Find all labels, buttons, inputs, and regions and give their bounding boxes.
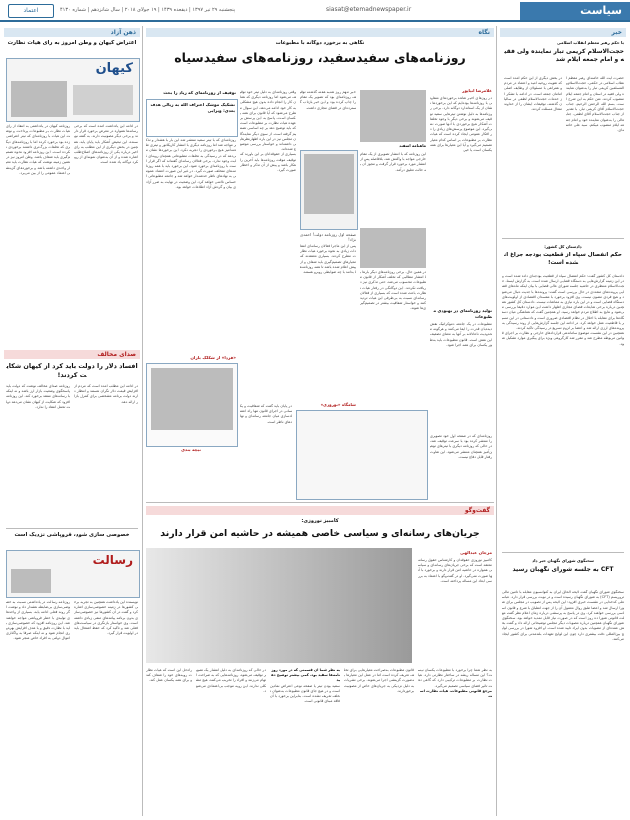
ad-image (146, 363, 238, 447)
middle-body-right-a: در روزهای اخیر شاهد برخوردهای متفاوتی با روزنامه‌ها بوده‌ایم که این برخوردها نشان از یک استاندارد دوگانه دارد. برخی روزنامه‌ها به دلیل نوشتن تیترهایی سفید توقیف می‌شوند و برخی دیگر با وجود تخلفات آشکار هیچ برخوردی با آنها صورت نمی‌گیرد. این موضوع پرسش‌های زیادی را در افکار عمومی ایجاد کرده است که هیات نظارت بر مطبوعات بر اساس کدام معیار تصمیم می‌گیرد و آیا این معیارها برای همه یکسان است یا خیر. (430, 96, 492, 153)
middle-body-third-b: پس از این ماجرا فعالان رسانه‌ای انتقادات زیادی به نحوه برخورد هیات نظارت مطرح کردند. بسیاری معتقدند که معیارهای تصمیم‌گیری باید شفاف و از پیش اعلام شده باشد تا همه روزنامه‌ها بدانند با چه ضوابطی روبرو هستند. (300, 244, 356, 275)
divider (146, 502, 494, 503)
section-title: سیاست (520, 2, 630, 20)
middle-strip: نگاه (146, 28, 494, 37)
interview-kicker: کامبیز نوروزی: (301, 518, 339, 524)
right-bottom-headline: CFT به جلسه شورای نگهبان رسید (512, 566, 614, 573)
left-body-f: نویسنده این یادداشت همچنین به تجربه برخی کشورها در زمینه خصوصی‌سازی اشاره کرد و گفت در آن کشورها نیز خصوصی‌سازی بدون برنامه پیامدهای منفی زیادی داشته است. وی خواستار بازنگری در سیاست‌های فعلی شد و تاکید کرد که حفظ اشتغال باید در اولویت قرار گیرد. (74, 600, 138, 636)
sketch-image (296, 410, 428, 500)
resalat-clipping (6, 550, 140, 598)
right-lead-body-b: در بخش دیگری از این حکم آمده است که تقویت روحیه امید و اعتماد در مردم و همراهی با مسئولان از وظایف اصلی امامان جمعه است. در ادامه با تشکر از خدمات حجت‌الاسلام لطفی در سالیان گذشته، توفیقات ایشان را از خداوند متعال مسئلت کردند. (504, 76, 562, 112)
interview-headline: جریان‌های رسانه‌ای و سیاسی خاصی همیشه در حاشیه امن قرار دارند (160, 528, 480, 539)
left-red-strip: صدای مخالف (4, 350, 140, 359)
divider (6, 528, 138, 529)
interview-col-c: به نظر شما آن قسمتی که در مورد روزنامه‌ها سفید بود، کمی بیشتر توضیح دهید سفید بودن تیتر یا صفحه نوعی اعتراض نمادین است و در هیچ جای قانون مطبوعات به‌عنوان تخلف تعریف نشده است. بنابراین برخورد با آن فاقد مبنای قانونی است. (270, 668, 340, 704)
right-lead-headline: حجت‌الاسلام کریمی تبار نماینده ولی فقیه و امام جمعه ایلام شد (504, 48, 624, 63)
clipping-photo (304, 154, 354, 214)
right-lead-body-a: حضرت آیت الله خامنه‌ای رهبر معظم انقلاب اسلامی در حکمی، حجت‌الاسلام‌والمسلمین کریمی تبار را به‌عنوان نماینده ولی فقیه در استان و امام جمعه ایلام منصوب کردند. متن حکم به این شرح است. بسم الله الرحمن الرحیم، جناب حجت‌الاسلام آقای کریمی تبار، با تقدیر از جناب حجت‌الاسلام آقای لطفی، جنابعالی را به‌عنوان نماینده خود و امام جمعه ایلام منصوب میکنم. سید علی خامنه‌ای. (566, 76, 624, 133)
interview-col-d: در حالی که روزنامه‌ای به دلیل انتشار یک تصویر توقیف می‌شود، روزنامه‌هایی که به صراحت اتهام می‌زنند و افراد را تخریب می‌کنند، هیچ مشکلی ندارند. این رویه موجب بی‌اعتمادی می‌شود. (196, 668, 266, 693)
kayhan-photo (11, 81, 67, 117)
interview-col-a: به نظر شما چرا برخورد با مطبوعات یکسان نیست؟ این مساله ریشه در ساختار نظارتی دارد. هیات نظارت بر مطبوعات ترکیبی دارد که گاهی تحت تاثیر فضای سیاسی تصمیم می‌گیرد. مرجع قانونی مطبوعات، هیات نظارت است (418, 668, 492, 699)
right-bottom-body: سخنگوی شورای نگهبان گفت لایحه الحاق ایران به کنوانسیون مقابله با تامین مالی تروریسم (CFT) به شورای نگهبان رسیده است و در نوبت بررسی قرار دارد. عباسعلی کدخدایی در نشست خبری افزود: این لایحه پس از تصویب در مجلس برای شورا ارسال شد و اعضا طبق روال معمول آن را از جهت انطباق با شرع و قانون اساسی بررسی خواهند کرد. وی در پاسخ به پرسشی درباره زمان اعلام نظر گفت مهلت قانونی شورا ده روز است که در صورت نیاز قابل تمدید خواهد بود. سخنگوی شورای نگهبان همچنین درباره مصوبات دیگر مجلس توضیحاتی ارائه داد و گفت بخش عمده‌ای از مصوبات بدون ایراد تایید شده است. او افزود شورا در بررسی لوایح بین‌المللی دقت بیشتری دارد چون این لوایح تعهدات بلندمدتی برای کشور ایجاد می‌کنند. (502, 590, 624, 641)
left-body-c: روزنامه صدای مخالف نوشت که دولت باید پاسخگوی وضعیت بازار ارز باشد و نه اینکه با رسانه‌های منتقد برخورد کند. این روزنامه افزود که شکایت از کیهان نشان می‌دهد دولت تحمل انتقاد را ندارد. (6, 384, 70, 409)
issue-line: پنجشنبه ۲۹ تیر ۱۳۹۷ | ذیقعده ۱۴۳۹ | ۱۹ جولای ۲۰۱۸ | سال شانزدهم | شماره ۴۱۳۰ (60, 7, 236, 13)
boxed-news-title: تشکیک موشک اعتراف الله به ریالی هدف بعدی: ویرایی (150, 102, 235, 113)
middle-body-fifth-a: روزنامه‌ای که با تیتر سفید منتشر شد این بار با هشدار و تذکر مواجه شد اما روزنامه دیگری با انتشار کاریکاتور و تیتری طعنه‌آمیز هیچ برخوردی را تجربه نکرد. این برخوردها نشان می‌دهد که در رسیدگی به تخلفات مطبوعاتی همچنان رویه‌ای ثابت وجود ندارد. برخی فعالان رسانه‌ای گفته‌اند که اگر قرار است با روزنامه‌ای برخورد شود، این برخورد باید با همه روزنامه‌های متخلف صورت گیرد. در غیر این صورت اعتماد عمومی به نهادهای ناظر خدشه‌دار خواهد شد و جامعه مطبوعاتی احساس ناامنی خواهد کرد. این وضعیت در نهایت به ضرر آزادی بیان و گردش آزاد اطلاعات خواهد بود. (146, 138, 236, 189)
left-body-d: در ادامه این مطلب آمده است که مردم از افزایش قیمت دلار نگران هستند و انتظار دارند دولت برنامه مشخصی برای کنترل بازار ارائه دهد. (74, 384, 138, 404)
middle-body-second-b: در همین حال، برخی روزنامه‌های دیگر بارها با انتشار مطالبی که تخلف آشکار از قانون مطبوعات محسوب می‌شد، حتی تذکری نیز دریافت نکردند. این دوگانگی در رفتار هیات نظارت باعث شده است که بسیاری از فعالان رسانه‌ای نسبت به بی‌طرفی این هیات تردید کنند و خواستار شفافیت بیشتر در تصمیم‌گیری‌ها شوند. (360, 270, 426, 311)
interview-col-e: راه‌حل این است که هیات نظارت رویه‌های خود را شفاف کند و برای همه یکسان عمل کند. (146, 668, 192, 683)
kayhan-text-block (73, 85, 133, 115)
right-bottom-kicker: سخنگوی شورای نگهبان خبر داد (532, 558, 594, 563)
resalat-masthead: رسالت (92, 553, 133, 567)
middle-body-fourth-b: در پایان باید گفت که شفافیت و یکسانی در اجرای قانون تنها راه اعتمادسازی میان جامعه رسانه‌ای و نهادهای ناظر است. (240, 404, 292, 424)
right-mid-headline: حکم انفصال سپاه از قطعیت بودجه جراغ آنشده است! (504, 252, 622, 266)
newspaper-logo: اعتماد (8, 4, 54, 18)
ad-caption: نیچه بندی (181, 447, 201, 452)
newspaper-front-photo (360, 90, 426, 142)
interviewee-photo (146, 548, 412, 663)
clipping-caption: صفحه اول روزنامه دولت! احمدی نژاد! (300, 232, 356, 243)
interview-author: مرجان عبدالهی (460, 550, 492, 555)
column-divider (496, 26, 497, 816)
middle-headline: روزنامه‌های سفید‌سفید، روزنامه‌های سفید‌سیاه (174, 50, 466, 65)
middle-body-right-b: مطبوعات در یک جامعه دموکراتیک نقش دیده‌بان قدرت را ایفا می‌کنند و هرگونه محدودیت ناعادلانه بر آنها به معنای تضعیف این نقش است. قانون مطبوعات باید به‌طور یکسان برای همه اجرا شود. (430, 322, 492, 347)
left-body-b: در ادامه این یادداشت آمده است که برخی رسانه‌ها همواره در معرض برخورد قرار دارند و برخی دیگر مصونیت دارند. به گفته نویسنده، این تبعیض آشکار باید پایان یابد. همچنین در بخش دیگری از این مطلب به رای اخیر درباره یکی از روزنامه‌های اصلاح‌طلب اشاره شده و از آن به‌عنوان نمونه‌ای از رویکرد دوگانه یاد شده است. (74, 124, 138, 165)
left-col-title: اعتراض کیهان و وطن امروز به رای هیات نظارت (7, 40, 137, 46)
divider (502, 238, 624, 239)
right-mid-kicker: دادستان کل کشور: (544, 244, 582, 249)
divider (502, 552, 624, 553)
ad-photo (151, 368, 233, 430)
left-col-strip: ذهن آزاد (4, 28, 140, 37)
middle-subhead: تولید روزنامه‌ای در بهبودی مطبوعات (433, 308, 492, 319)
right-col-strip: خبر (500, 28, 626, 37)
red-note: «فردا» از شکلک بازان (190, 355, 236, 360)
site-email[interactable]: siasat@etemadnewspaper.ir (326, 6, 412, 13)
sketch-caption: شامگاه «نوروزی» (320, 402, 356, 407)
middle-body-third-a: خبر مهم روز شنبه هفته گذشته توقیف روزنامه‌ای بود که تصویر یک مقام را چاپ کرده بود و این خبر بازتاب گسترده‌ای در فضای مجازی داشت. (300, 90, 356, 110)
interview-quote2: به نظر شما آن قسمتی که در مورد روزنامه‌ها سفید بود، کمی بیشتر توضیح دهید (271, 668, 340, 683)
right-mid-body: دادستان کل کشور گفت: حکم انفصال سپاه از قطعیت بودجه‌ای داده شده است و در این زمینه گزارش‌هایی به دستگاه قضایی ارسال شده است. به گزارش ایسنا، حجت‌الاسلام منتظری در حاشیه جلسه شورای عالی قضایی با بیان اینکه ماه‌های قضایی پرونده‌های متعددی در حال بررسی است گفت: پرونده‌ها با جدیت دنبال می‌شود و هیچ فردی مصون نیست. وی افزود برخورد با مفسدان اقتصادی از اولویت‌های دستگاه قضایی است و در این باره نیازی به مماشات نیست. دادستان کل کشور همچنین درباره برخی شایعات فضای مجازی اظهار داشت این موارد دقیقا بررسی می‌شود و نتایج به اطلاع مردم خواهد رسید. او همچنین گفت که هماهنگی میان دستگاه‌ها برای مقابله با اخلال در نظام اقتصادی ضروری است و دادستانی در این مسیر با قاطعیت عمل خواهد کرد. در ادامه این جلسه گزارش‌هایی از روند رسیدگی به پرونده‌های ارزی ارائه شد و اعضا بر لزوم تسریع در رسیدگی تاکید کردند. همچنین در این نشست موضوع ساماندهی قراردادهای خارجی و نظارت بر اجرای قوانین مربوطه مطرح شد و مقرر شد کارگروهی ویژه برای پیگیری موارد تشکیل شود. (502, 274, 624, 346)
middle-sub-lead: توقیف از روزنامه‌ای که زیاد را بحث (163, 90, 236, 95)
kayhan-masthead: کیهان (95, 61, 133, 76)
middle-author: غلامرضا انیاپور (462, 88, 492, 93)
newspaper-photo-2 (360, 228, 426, 268)
interview-intro: کامبیز نوروزی حقوقدان و کارشناس حقوق رسانه معتقد است که برخی جریان‌های رسانه‌ای و سیاسی همواره در حاشیه امن قرار دارند و برخورد با آنها صورت نمی‌گیرد. او در گفت‌وگو با اعتماد به بررسی ابعاد این مساله پرداخته است. (418, 558, 492, 583)
middle-body-right-c: روزنامه‌ای که در صفحه اول خود تصویری را منتشر کرده بود با سرعت توقیف شد، در حالی که روزنامه دیگری با تیترهای توهین‌آمیز همچنان منتشر می‌شود. این تفاوت رفتار قابل دفاع نیست. (430, 434, 492, 459)
middle-kicker: نگاهی به برخورد دوگانه با مطبوعات (275, 40, 365, 46)
right-lead-kicker: با حکم رهبر معظم انقلاب اسلامی (557, 40, 624, 45)
boxed-news (146, 99, 238, 137)
left-headline3: خصوصی سازی شود، فروپاشی نزدیک است (14, 532, 130, 538)
left-body-e: روزنامه رسالت در یادداشتی نسبت به خصوصی‌سازی بی‌ضابطه هشدار داد و نوشت اگر روند فعلی ادامه یابد، بسیاری از واحدهای تولیدی با خطر فروپاشی مواجه خواهند شد. این روزنامه افزود که خصوصی‌سازی باید با نظارت دقیق و با هدف افزایش بهره‌وری انجام شود و نه اینکه صرفا به واگذاری اموال دولتی به افراد خاص منجر شود. (6, 600, 70, 641)
photo-caption: ماهنامه اسفند (399, 143, 426, 148)
column-divider (142, 26, 143, 816)
left-body-a: روزنامه کیهان در یادداشتی به انتقاد از رای هیات نظارت بر مطبوعات پرداخت و نوشت این هیات با روزنامه‌ای که تیتر اعتراضی زده بود برخورد کرده اما با روزنامه‌های دیگری که تخلفات بزرگ‌تری داشتند برخوردی نکرده است. این روزنامه افزود نحوه تصمیم‌گیری باید شفاف باشد. وطن امروز نیز در همین زمینه نوشت که هیات نظارت باید معیار واحدی داشته باشد و برخوردهای گزینشی اعتماد عمومی را از بین می‌برد. (6, 124, 70, 175)
interview-strip: گفت‌وگو (146, 506, 494, 515)
resalat-photo (11, 569, 51, 593)
kayhan-clipping (6, 58, 140, 122)
interview-quote1: مرجع قانونی مطبوعات، هیات نظارت است (420, 688, 492, 699)
left-headline2: افساد دلار را دولت باید کرد از کیهان شکایت کردند! (6, 362, 138, 379)
middle-body-fourth: وقتی روزنامه‌ای به دلیل تیتر خود توقیف می‌شود اما روزنامه دیگری که همان کار را انجام داده بدون هیچ مشکلی به کار خود ادامه می‌دهد، این سوال مطرح می‌شود که آیا قانون برای همه یکسان است. پاسخ به این پرسش بر عهده هیات نظارت بر مطبوعات است که باید توضیح دهد بر چه اساسی تصمیم گرفته است. از سوی دیگر نمایندگان مجلس نیز در این باره اظهارنظرهایی داشته‌اند و خواستار بررسی موضوع شده‌اند. بسیاری از حقوقدانان بر این باورند که توقیف موقت روزنامه‌ها باید آخرین راهکار باشد و پیش از آن تذکر و اخطار صورت گیرد. (240, 90, 296, 173)
interview-col-b: قانون مطبوعات به‌صراحت معیارهایی برای تخلف تعریف کرده است اما در عمل این معیارها به‌صورت گزینشی اجرا می‌شوند. برخی نشریات به دلیل نزدیکی به جریان‌های خاص از مصونیت برخوردارند. (344, 668, 414, 693)
middle-body-second-a: این روزنامه که با انتشار تصویری از یک مقام خارجی مواجه با واکنش شد، بلافاصله پس از انتشار مورد برخورد قرار گرفت و مجوز آن به حالت تعلیق درآمد. (360, 152, 426, 172)
newspaper-clipping (300, 150, 358, 230)
